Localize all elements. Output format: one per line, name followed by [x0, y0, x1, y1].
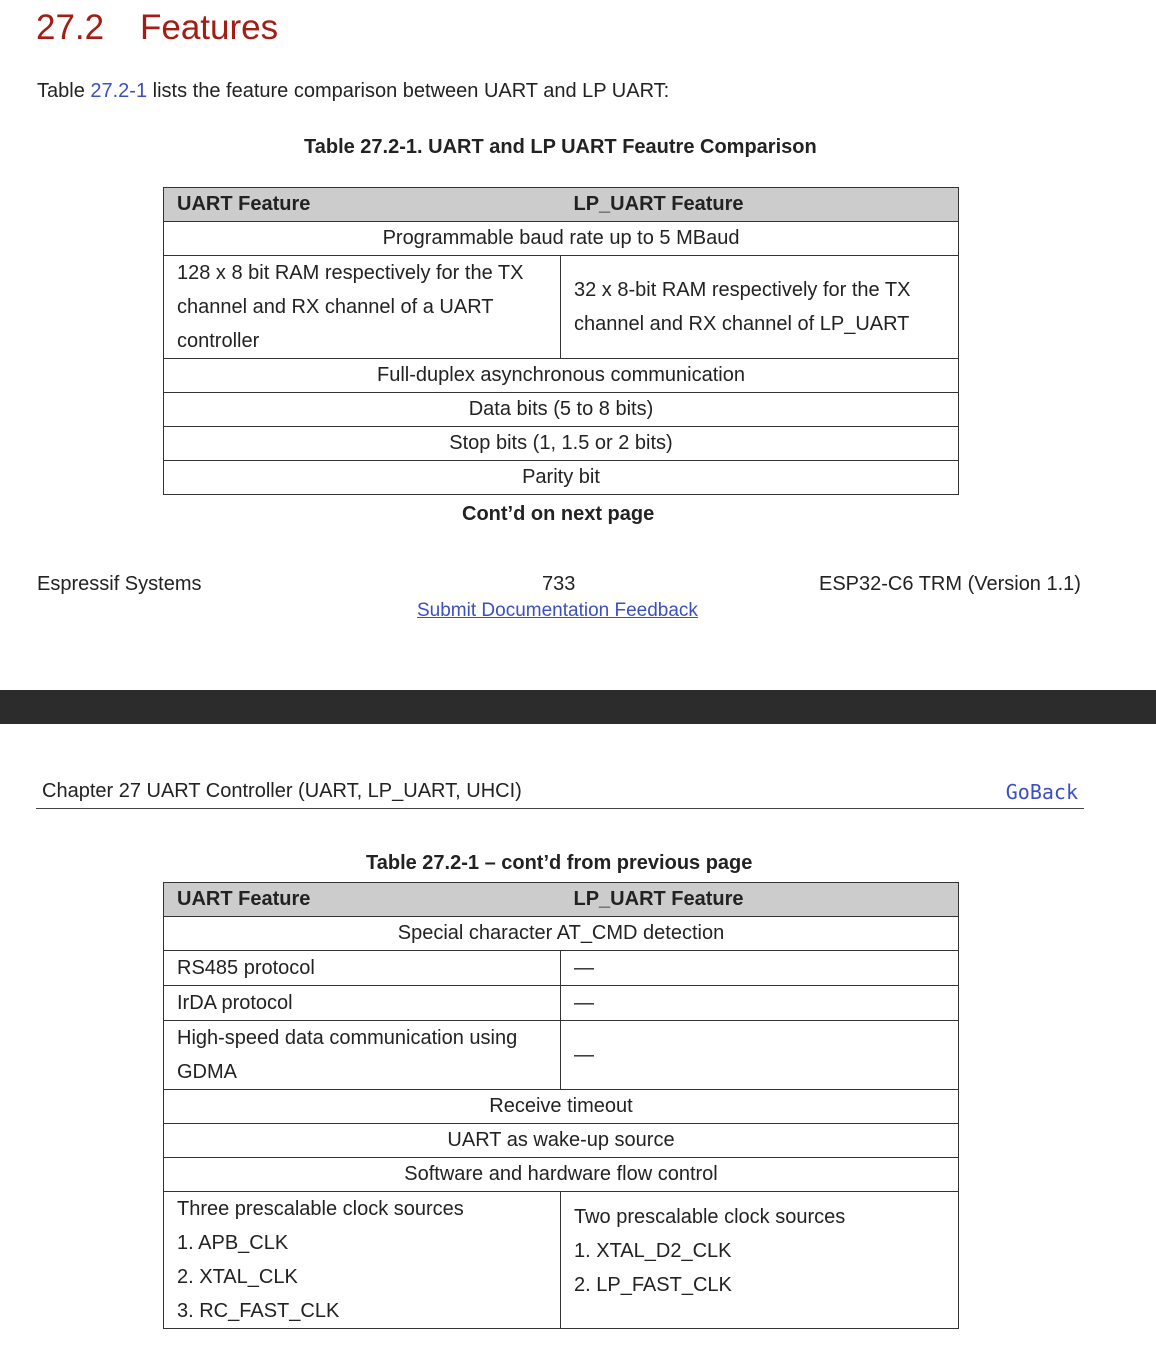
- header-lp-uart-feature: LP_UART Feature: [561, 883, 959, 917]
- table-header-row: [164, 883, 959, 917]
- clock-source-item: 1. APB_CLK: [177, 1232, 289, 1254]
- feature-table-part2: [163, 882, 959, 1329]
- table-row: [164, 256, 959, 359]
- row-clock-sources-lp-uart: [561, 1192, 959, 1329]
- table2-caption: Table 27.2-1 – cont’d from previous page: [366, 852, 753, 874]
- section-title: Features: [140, 8, 279, 47]
- table-row: [164, 986, 959, 1021]
- submit-feedback-link[interactable]: Submit Documentation Feedback: [417, 600, 698, 621]
- section-number: 27.2: [36, 8, 105, 47]
- table-row: [164, 1192, 959, 1329]
- table-row: [164, 359, 959, 393]
- clock-source-item: 3. RC_FAST_CLK: [177, 1300, 340, 1322]
- header-lp-uart-feature: LP_UART Feature: [561, 188, 959, 222]
- row-rs485-uart: RS485 protocol: [164, 951, 561, 986]
- section-heading: [36, 8, 278, 48]
- row-full-duplex: Full-duplex asynchronous communication: [164, 359, 959, 393]
- clock-sources-lp-intro: Two prescalable clock sources: [574, 1206, 846, 1228]
- table-reference-link[interactable]: 27.2-1: [90, 80, 148, 102]
- continued-note: Cont’d on next page: [462, 503, 655, 525]
- feature-table-part1: [163, 187, 959, 495]
- page-break-bar: [0, 690, 1156, 724]
- row-parity-bit: Parity bit: [164, 461, 959, 495]
- running-header: [36, 780, 1084, 809]
- clock-source-item: 2. XTAL_CLK: [177, 1266, 298, 1288]
- chapter-title: Chapter 27 UART Controller (UART, LP_UART, UHCI): [42, 780, 522, 802]
- footer-doc-version: ESP32-C6 TRM (Version 1.1): [819, 573, 1081, 595]
- clock-sources-uart-intro: Three prescalable clock sources: [177, 1198, 464, 1220]
- row-receive-timeout: Receive timeout: [164, 1090, 959, 1124]
- table-header-row: [164, 188, 959, 222]
- footer-company: Espressif Systems: [37, 573, 202, 595]
- header-uart-feature: UART Feature: [164, 883, 561, 917]
- footer-page-number: 733: [542, 573, 576, 595]
- table-row: [164, 951, 959, 986]
- goback-link[interactable]: GoBack: [1005, 780, 1078, 804]
- table-row: [164, 1021, 959, 1090]
- row-baud-rate: Programmable baud rate up to 5 MBaud: [164, 222, 959, 256]
- table-row: [164, 1158, 959, 1192]
- intro-paragraph: [37, 80, 669, 103]
- table-row: [164, 917, 959, 951]
- table-row: [164, 393, 959, 427]
- row-clock-sources-uart: [164, 1192, 561, 1329]
- row-flow-control: Software and hardware flow control: [164, 1158, 959, 1192]
- table-row: [164, 461, 959, 495]
- table-row: [164, 427, 959, 461]
- row-gdma-uart: High-speed data communication using GDMA: [164, 1021, 561, 1090]
- clock-source-item: 1. XTAL_D2_CLK: [574, 1240, 732, 1262]
- table-row: [164, 1124, 959, 1158]
- intro-prefix: Table: [37, 80, 91, 102]
- row-ram-lp-uart: 32 x 8-bit RAM respectively for the TX channel and RX channel of LP_UART: [561, 256, 959, 359]
- header-uart-feature: UART Feature: [164, 188, 561, 222]
- row-irda-lp-uart: —: [561, 986, 959, 1021]
- table-row: [164, 222, 959, 256]
- row-gdma-lp-uart: —: [561, 1021, 959, 1090]
- row-stop-bits: Stop bits (1, 1.5 or 2 bits): [164, 427, 959, 461]
- row-rs485-lp-uart: —: [561, 951, 959, 986]
- row-irda-uart: IrDA protocol: [164, 986, 561, 1021]
- row-wakeup-source: UART as wake-up source: [164, 1124, 959, 1158]
- intro-suffix: lists the feature comparison between UART and LP UART:: [147, 80, 670, 102]
- clock-source-item: 2. LP_FAST_CLK: [574, 1274, 732, 1296]
- table-row: [164, 1090, 959, 1124]
- table1-caption: Table 27.2-1. UART and LP UART Feautre Comparison: [304, 136, 817, 158]
- row-at-cmd-detection: Special character AT_CMD detection: [164, 917, 959, 951]
- row-ram-uart: 128 x 8 bit RAM respectively for the TX channel and RX channel of a UART controller: [164, 256, 561, 359]
- row-data-bits: Data bits (5 to 8 bits): [164, 393, 959, 427]
